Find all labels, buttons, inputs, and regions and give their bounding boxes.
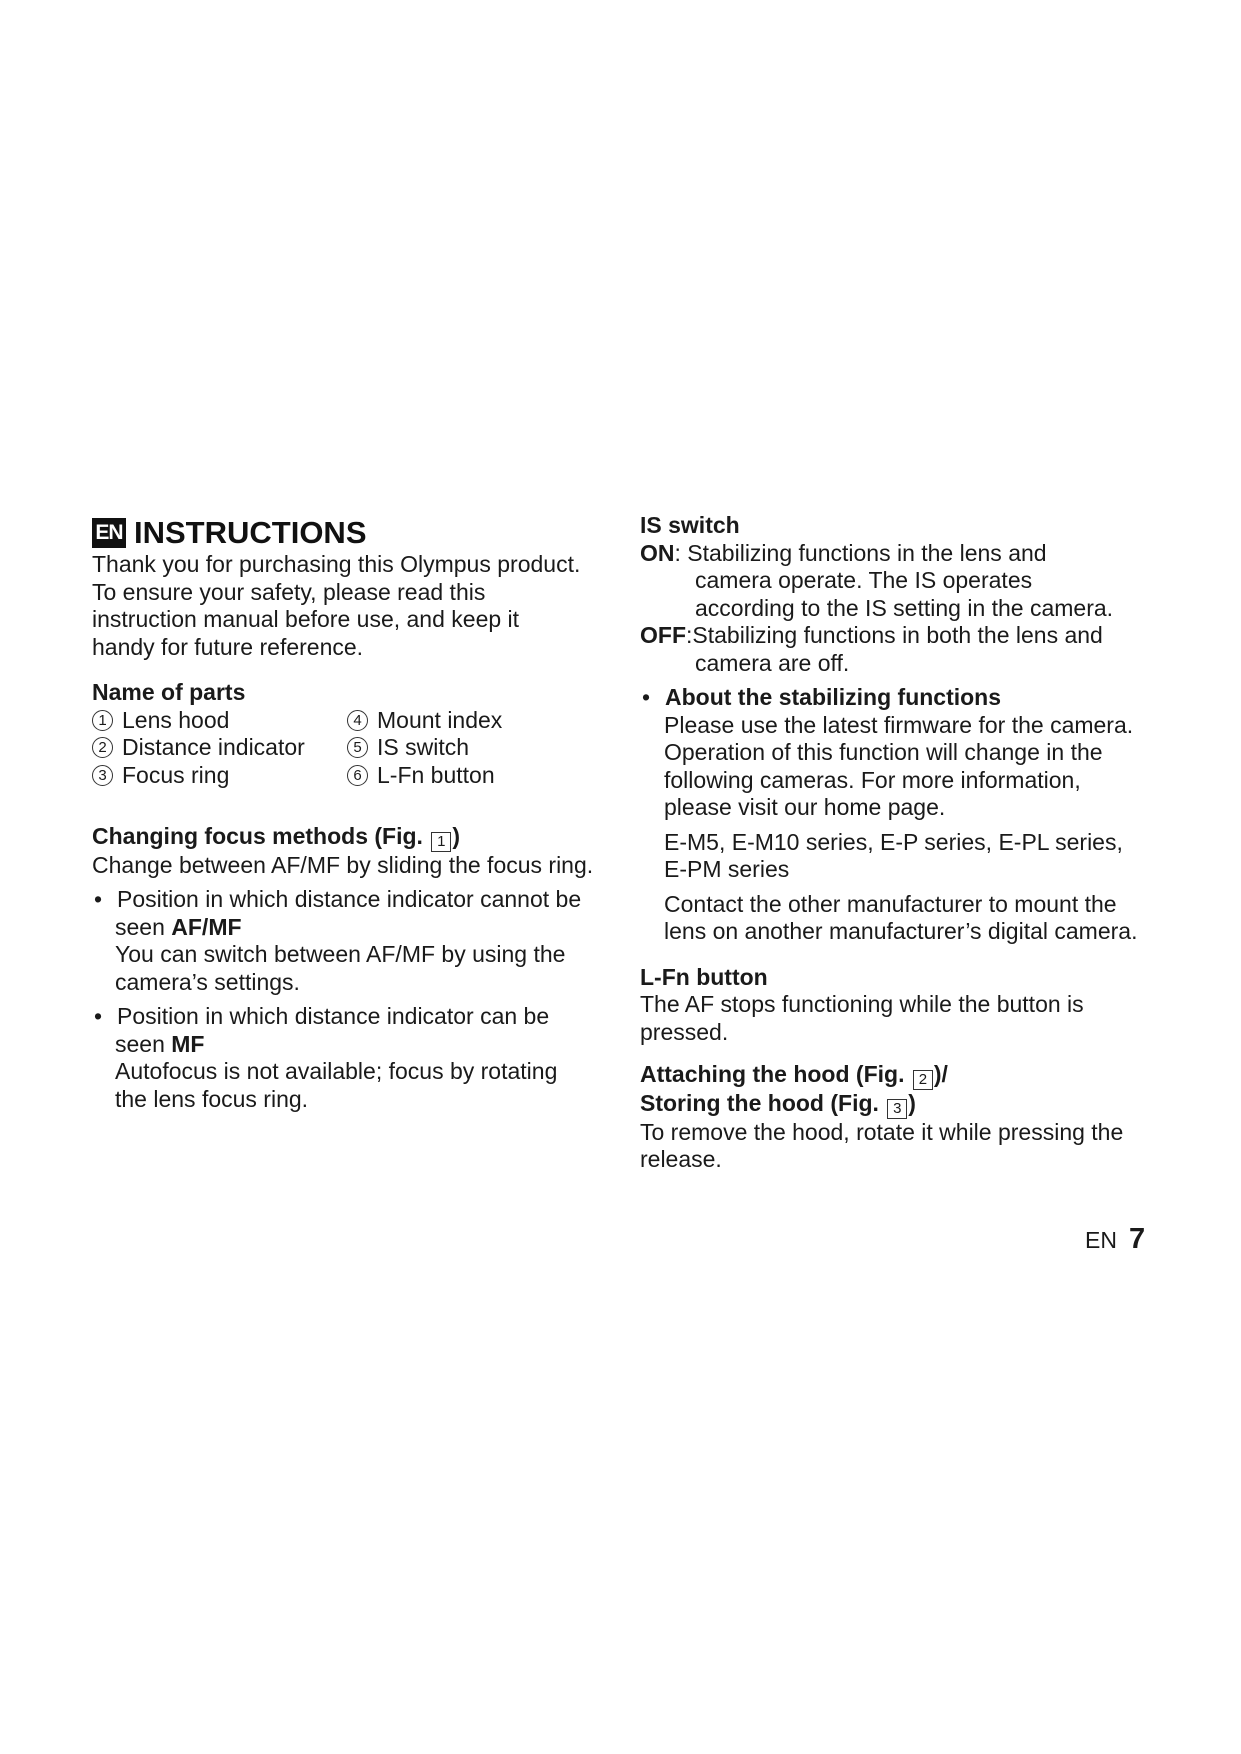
bullet-mode-line bbox=[92, 914, 612, 942]
mode-mf: MF bbox=[171, 1030, 205, 1057]
stabilizing-text: Contact the other manufacturer to mount the bbox=[664, 890, 1117, 917]
stabilizing-heading: About the stabilizing functions bbox=[665, 684, 1002, 710]
bullet-mode-prefix: seen bbox=[115, 913, 172, 940]
hood-heading-attach bbox=[640, 1061, 1160, 1090]
is-off-text: camera are off. bbox=[695, 649, 850, 676]
part-label: Focus ring bbox=[122, 761, 230, 788]
page-number: 7 bbox=[1128, 1223, 1146, 1255]
stabilizing-text: following cameras. For more information, bbox=[664, 766, 1081, 793]
focus-bullet-afmf bbox=[92, 886, 612, 914]
hood-heading-store bbox=[640, 1090, 1160, 1119]
part-label: IS switch bbox=[377, 734, 470, 760]
title-row bbox=[92, 515, 612, 551]
lfn-heading: L-Fn button bbox=[640, 963, 768, 990]
bullet-body-line: You can switch between AF/MF by using the bbox=[115, 941, 566, 968]
intro-line: handy for future reference. bbox=[92, 633, 364, 660]
is-on-line bbox=[640, 540, 1160, 568]
bullet-body-line: the lens focus ring. bbox=[115, 1085, 309, 1112]
bullet-dot: • bbox=[94, 1003, 103, 1030]
is-off-term: OFF bbox=[640, 622, 686, 648]
is-switch-heading: IS switch bbox=[640, 512, 740, 538]
part-item bbox=[347, 734, 612, 762]
hood-heading-text: Storing the hood (Fig. bbox=[640, 1089, 886, 1116]
part-number: 6 bbox=[347, 765, 368, 786]
focus-heading-close: ) bbox=[452, 823, 460, 849]
is-off-line bbox=[640, 622, 1160, 650]
bullet-mode-line bbox=[92, 1031, 612, 1059]
is-off-text: :Stabilizing functions in both the lens and bbox=[686, 622, 1103, 648]
hood-heading-close: )/ bbox=[933, 1061, 948, 1087]
is-on-text: according to the IS setting in the camera. bbox=[695, 594, 1114, 621]
part-item bbox=[347, 707, 612, 735]
part-item bbox=[347, 762, 612, 790]
mode-afmf: AF/MF bbox=[171, 913, 242, 940]
stabilizing-text: Operation of this function will change in the bbox=[664, 739, 1103, 765]
lfn-text: pressed. bbox=[640, 1018, 729, 1045]
footer-lang: EN bbox=[1085, 1227, 1117, 1253]
focus-heading bbox=[92, 823, 612, 852]
part-number: 4 bbox=[347, 710, 368, 731]
bullet-dot: • bbox=[94, 886, 103, 913]
language-badge: EN bbox=[92, 518, 126, 548]
is-on-text: camera operate. The IS operates bbox=[695, 567, 1033, 593]
parts-list bbox=[92, 707, 612, 790]
is-on-text: : Stabilizing functions in the lens and bbox=[674, 539, 1047, 566]
bullet-mode-prefix: seen bbox=[115, 1030, 172, 1057]
part-item bbox=[92, 707, 347, 735]
focus-heading-text: Changing focus methods (Fig. bbox=[92, 823, 430, 849]
part-label: Lens hood bbox=[122, 706, 230, 733]
hood-heading-close: ) bbox=[908, 1089, 916, 1116]
camera-list: E-PM series bbox=[664, 856, 790, 882]
bullet-text: Position in which distance indicator can be bbox=[117, 1003, 550, 1030]
part-number: 2 bbox=[92, 737, 113, 758]
stabilizing-text: please visit our home page. bbox=[664, 794, 946, 820]
part-number: 5 bbox=[347, 737, 368, 758]
is-on-term: ON bbox=[640, 539, 675, 566]
page-title: INSTRUCTIONS bbox=[134, 515, 367, 550]
hood-text: release. bbox=[640, 1146, 722, 1172]
right-column bbox=[640, 512, 1160, 1174]
focus-intro: Change between AF/MF by sliding the focus ring. bbox=[92, 851, 594, 878]
part-number: 3 bbox=[92, 765, 113, 786]
camera-list: E-M5, E-M10 series, E-P series, E-PL series, bbox=[664, 828, 1123, 855]
lfn-text: The AF stops functioning while the button is bbox=[640, 991, 1084, 1017]
part-number: 1 bbox=[92, 710, 113, 731]
intro-line: Thank you for purchasing this Olympus product. bbox=[92, 551, 581, 577]
figure-ref: 3 bbox=[887, 1099, 907, 1119]
stabilizing-text: lens on another manufacturer’s digital camera. bbox=[664, 918, 1138, 944]
part-item bbox=[92, 762, 347, 790]
part-item bbox=[92, 734, 347, 762]
bullet-body-line: camera’s settings. bbox=[115, 968, 300, 995]
page-footer bbox=[1085, 1223, 1145, 1256]
part-label: L-Fn button bbox=[377, 761, 495, 788]
intro-line: To ensure your safety, please read this bbox=[92, 578, 486, 605]
stabilizing-text: Please use the latest firmware for the camera. bbox=[664, 711, 1134, 738]
part-label: Mount index bbox=[377, 706, 503, 733]
focus-bullet-mf bbox=[92, 1003, 612, 1031]
bullet-body-line: Autofocus is not available; focus by rotating bbox=[115, 1058, 558, 1085]
stabilizing-bullet bbox=[640, 684, 1160, 712]
parts-heading: Name of parts bbox=[92, 679, 246, 705]
part-label: Distance indicator bbox=[122, 734, 305, 760]
left-column bbox=[92, 512, 612, 1113]
bullet-text: Position in which distance indicator cannot be bbox=[117, 886, 582, 913]
figure-ref: 2 bbox=[913, 1070, 933, 1090]
bullet-dot: • bbox=[642, 684, 651, 710]
intro-line: instruction manual before use, and keep it bbox=[92, 606, 520, 632]
hood-heading-text: Attaching the hood (Fig. bbox=[640, 1061, 911, 1087]
figure-ref: 1 bbox=[431, 832, 451, 852]
hood-text: To remove the hood, rotate it while pressing the bbox=[640, 1118, 1124, 1145]
